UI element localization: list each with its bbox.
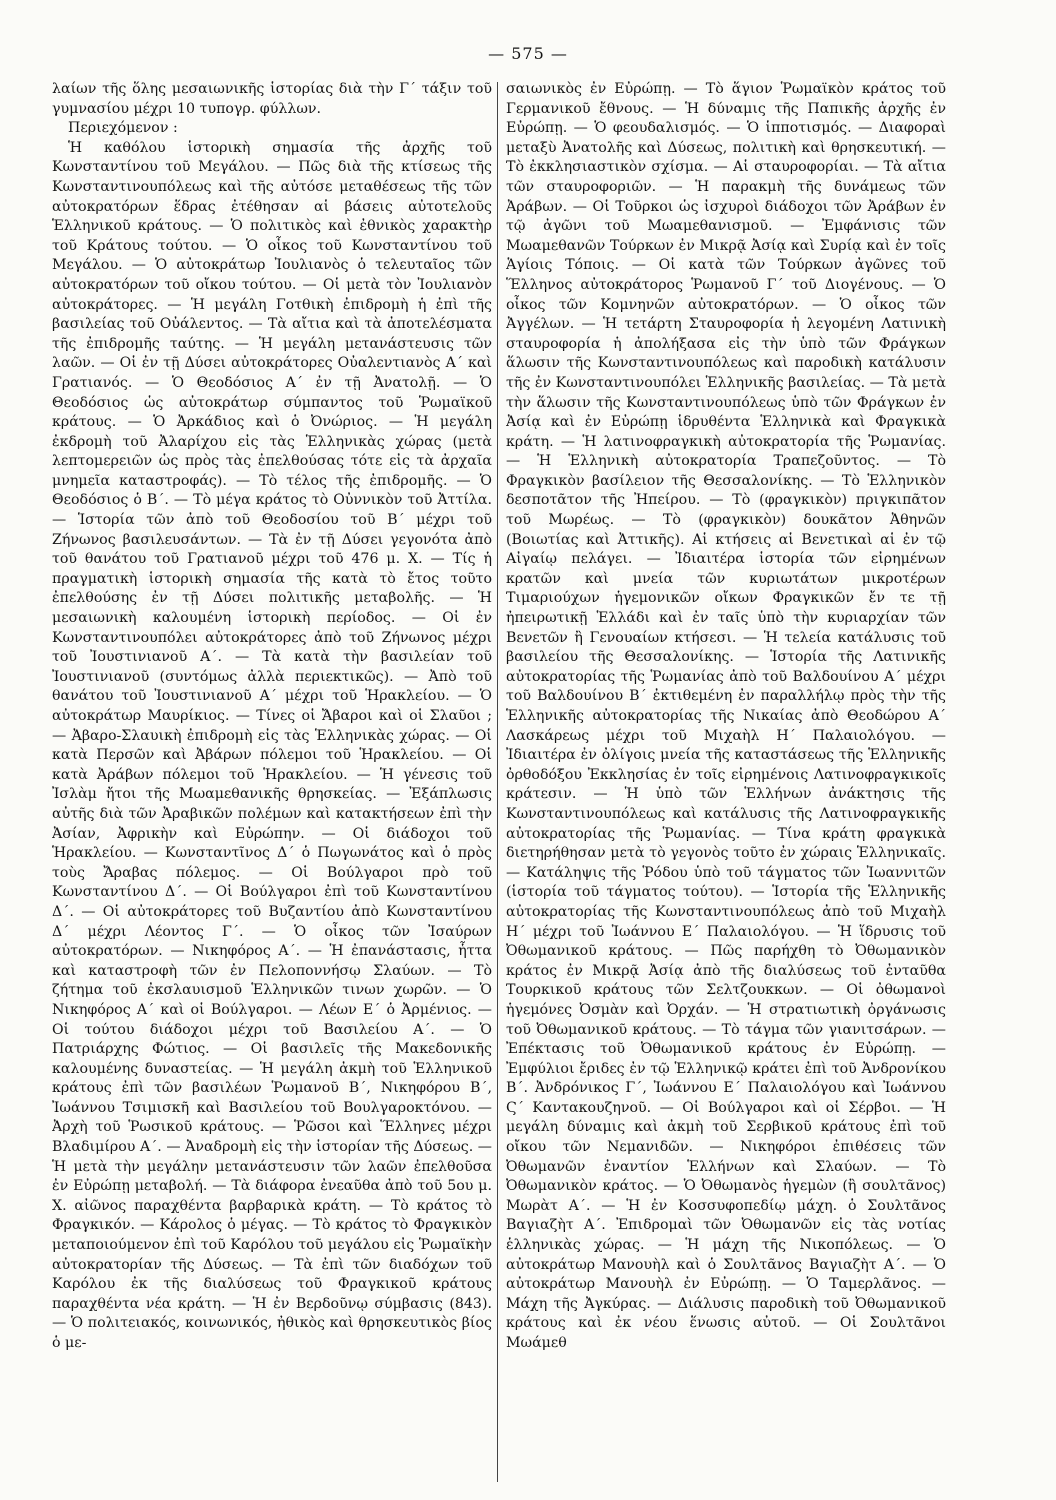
contents-body-left: Ἡ καθόλου ἱστορικὴ σημασία τῆς ἀρχῆς τοῦ Κωνσταντίνου τοῦ Μεγάλου. — Πῶς διὰ τῆς κτίσεως τῆς Κωνσταντινουπόλεως καὶ τῆς αὐτόσε μεταθέσεως τῆς τῶν αὐτοκρατόρων ἕδρας ἐτέθησαν αἱ βάσεις αὐτοτελοῦς Ἑλληνικοῦ κράτους. — Ὁ πολιτικὸς καὶ ἐθνικὸς χαρακτὴρ τοῦ Κράτους τούτου. — Ὁ οἶκος τοῦ Κωνσταντίνου τοῦ Μεγάλου. — Ὁ αὐτοκράτωρ Ἰουλιανὸς ὁ τελευταῖος τῶν αὐτοκρατόρων τοῦ οἴκου τούτου. — Οἱ μετὰ τὸν Ἰουλιανὸν αὐτοκράτορες. — Ἡ μεγάλη Γοτθικὴ ἐπιδρομὴ ἡ ἐπὶ τῆς βασιλείας τοῦ Οὐάλεντος. — Τὰ αἴτια καὶ τὰ ἀποτελέσματα τῆς ἐπιδρομῆς ταύτης. — Ἡ μεγάλη μετανάστευσις τῶν λαῶν. — Οἱ ἐν τῇ Δύσει αὐτοκράτορες Οὐαλεντιανὸς Α΄ καὶ Γρατιανός. — Ὁ Θεοδόσιος Α΄ ἐν τῇ Ἀνατολῇ. — Ὁ Θεοδόσιος ὡς αὐτοκράτωρ σύμπαντος τοῦ Ῥωμαϊκοῦ κράτους. — Ὁ Ἀρκάδιος καὶ ὁ Ὀνώριος. — Ἡ μεγάλη ἐκδρομὴ τοῦ Ἀλαρίχου εἰς τὰς Ἑλληνικὰς χώρας (μετὰ λεπτομερειῶν ὡς πρὸς τὰς ἐπελθούσας τότε εἰς τὰ ἀρχαῖα μνημεῖα καταστροφάς). — Τὸ τέλος τῆς ἐπιδρομῆς. — Ὁ Θεοδόσιος ὁ Β΄. — Τὸ μέγα κράτος τὸ Οὐννικὸν τοῦ Ἀττίλα. — Ἱστορία τῶν ἀπὸ τοῦ Θεοδοσίου τοῦ Β΄ μέχρι τοῦ Ζήνωνος βασιλευσάντων. — Τὰ ἐν τῇ Δύσει γεγονότα ἀπὸ τοῦ θανάτου τοῦ Γρατιανοῦ μέχρι τοῦ 476 μ. Χ. — Τίς ἡ πραγματικὴ ἱστορικὴ σημασία τῆς κατὰ τὸ ἔτος τοῦτο ἐπελθούσης ἐν τῇ Δύσει πολιτικῆς μεταβολῆς. — Ἡ μεσαιωνικὴ καλουμένη ἱστορικὴ περίοδος. — Οἱ ἐν Κωνσταντινουπόλει αὐτοκράτορες ἀπὸ τοῦ Ζήνωνος μέχρι τοῦ Ἰουστινιανοῦ Α΄. — Τὰ κατὰ τὴν βασιλείαν τοῦ Ἰουστινιανοῦ (συντόμως ἀλλὰ περιεκτικῶς). — Ἀπὸ τοῦ θανάτου τοῦ Ἰουστινιανοῦ Α΄ μέχρι τοῦ Ἡρακλείου. — Ὁ αὐτοκράτωρ Μαυρίκιος. — Τίνες οἱ Ἄβαροι καὶ οἱ Σλαῦοι ; — Ἀβαρο-Σλαυικὴ ἐπιδρομὴ εἰς τὰς Ἑλληνικὰς χώρας. — Οἱ κατὰ Περσῶν καὶ Ἀβάρων πόλεμοι τοῦ Ἡρακλείου. — Οἱ κατὰ Ἀράβων πόλεμοι τοῦ Ἡρακλείου. — Ἡ γένεσις τοῦ Ἰσλὰμ ἤτοι τῆς Μωαμεθανικῆς θρησκείας. — Ἐξάπλωσις αὐτῆς διὰ τῶν Ἀραβικῶν πολέμων καὶ κατακτήσεων ἐπὶ τὴν Ἀσίαν, Ἀφρικὴν καὶ Εὐρώπην. — Οἱ διάδοχοι τοῦ Ἡρακλείου. — Κωνσταντῖνος Δ΄ ὁ Πωγωνάτος καὶ ὁ πρὸς τοὺς Ἄραβας πόλεμος. — Οἱ Βούλγαροι πρὸ τοῦ Κωνσταντίνου Δ΄. — Οἱ Βούλγαροι ἐπὶ τοῦ Κωνσταντίνου Δ΄. — Οἱ αὐτοκράτορες τοῦ Βυζαντίου ἀπὸ Κωνσταντίνου Δ΄ μέχρι Λέοντος Γ΄. — Ὁ οἶκος τῶν Ἰσαύρων αὐτοκρατόρων. — Νικηφόρος Α΄. — Ἡ ἐπανάστασις, ἧττα καὶ καταστροφὴ τῶν ἐν Πελοποννήσῳ Σλαύων. — Τὸ ζήτημα τοῦ ἐκσλαυισμοῦ Ἑλληνικῶν τινων χωρῶν. — Ὁ Νικηφόρος Α΄ καὶ οἱ Βούλγαροι. — Λέων Ε΄ ὁ Ἀρμένιος. — Οἱ τούτου διάδοχοι μέχρι τοῦ Βασιλείου Α΄. — Ὁ Πατριάρχης Φώτιος. — Οἱ βασιλεῖς τῆς Μακεδονικῆς καλουμένης δυναστείας. — Ἡ μεγάλη ἀκμὴ τοῦ Ἑλληνικοῦ κράτους ἐπὶ τῶν βασιλέων Ῥωμανοῦ Β΄, Νικηφόρου Β΄, Ἰωάννου Τσιμισκῆ καὶ Βασιλείου τοῦ Βουλγαροκτόνου. — Ἀρχὴ τοῦ Ῥωσικοῦ κράτους. — Ῥῶσοι καὶ Ἕλληνες μέχρι Βλαδιμίρου Α΄. — Ἀναδρομὴ εἰς τὴν ἱστορίαν τῆς Δύσεως. — Ἡ μετὰ τὴν μεγάλην μετανάστευσιν τῶν λαῶν ἐπελθοῦσα ἐν Εὐρώπῃ μεταβολή. — Τὰ διάφορα ἐνεαῦθα ἀπὸ τοῦ 5ου μ. Χ. αἰῶνος παραχθέντα βαρβαρικὰ κράτη. — Τὸ κράτος τὸ Φραγκικόν. — Κάρολος ὁ μέγας. — Τὸ κράτος τὸ Φραγκικὸν μεταποιούμενον ἐπὶ τοῦ Καρόλου τοῦ μεγάλου εἰς Ῥωμαϊκὴν αὐτοκρατορίαν τῆς Δύσεως. — Τὰ ἐπὶ τῶν διαδόχων τοῦ Καρόλου ἐκ τῆς διαλύσεως τοῦ Φραγκικοῦ κράτους παραχθέντα νέα κράτη. — Ἡ ἐν Βερδοῦνῳ σύμβασις (843). — Ὁ πολιτειακός, κοινωνικός, ἠθικὸς καὶ θρησκευτικὸς βίος ὁ με-	[52, 139, 492, 1351]
right-column	[506, 80, 946, 1480]
intro-paragraph: λαίων τῆς ὅλης μεσαιωνικῆς ἱστορίας διὰ τὴν Γ΄ τάξιν τοῦ γυμνασίου μέχρι 10 τυπογρ. φύλλων.	[52, 81, 492, 117]
contents-heading: Περιεχόμενον :	[68, 120, 178, 137]
column-divider	[497, 82, 498, 1482]
contents-body-right: σαιωνικὸς ἐν Εὐρώπῃ. — Τὸ ἅγιον Ῥωμαϊκὸν κράτος τοῦ Γερμανικοῦ ἔθνους. — Ἡ δύναμις τῆς Παπικῆς ἀρχῆς ἐν Εὐρώπῃ. — Ὁ φεουδαλισμός. — Ὁ ἱπποτισμός. — Διαφοραὶ μεταξὺ Ἀνατολῆς καὶ Δύσεως, πολιτικὴ καὶ θρησκευτική. — Τὸ ἐκκλησιαστικὸν σχίσμα. — Αἱ σταυροφορίαι. — Τὰ αἴτια τῶν σταυροφοριῶν. — Ἡ παρακμὴ τῆς δυνάμεως τῶν Ἀράβων. — Οἱ Τοῦρκοι ὡς ἰσχυροὶ διάδοχοι τῶν Ἀράβων ἐν τῷ ἀγῶνι τοῦ Μωαμεθανισμοῦ. — Ἐμφάνισις τῶν Μωαμεθανῶν Τούρκων ἐν Μικρᾷ Ἀσίᾳ καὶ Συρίᾳ καὶ ἐν τοῖς Ἁγίοις Τόποις. — Οἱ κατὰ τῶν Τούρκων ἀγῶνες τοῦ Ἕλληνος αὐτοκράτορος Ῥωμανοῦ Γ΄ τοῦ Διογένους. — Ὁ οἶκος τῶν Κομνηνῶν αὐτοκρατόρων. — Ὁ οἶκος τῶν Ἀγγέλων. — Ἡ τετάρτη Σταυροφορία ἡ λεγομένη Λατινικὴ σταυροφορία ἡ ἀπολήξασα εἰς τὴν ὑπὸ τῶν Φράγκων ἅλωσιν τῆς Κωνσταντινουπόλεως καὶ παροδικὴ κατάλυσιν τῆς ἐν Κωνσταντινουπόλει Ἑλληνικῆς βασιλείας. — Τὰ μετὰ τὴν ἅλωσιν τῆς Κωνσταντινουπόλεως ὑπὸ τῶν Φράγκων ἐν Ἀσίᾳ καὶ ἐν Εὐρώπῃ ἱδρυθέντα Ἑλληνικὰ καὶ Φραγκικὰ κράτη. — Ἡ λατινοφραγκικὴ αὐτοκρατορία τῆς Ῥωμανίας. — Ἡ Ἑλληνικὴ αὐτοκρατορία Τραπεζοῦντος. — Τὸ Φραγκικὸν βασίλειον τῆς Θεσσαλονίκης. — Τὸ Ἑλληνικὸν δεσποτᾶτον τῆς Ἠπείρου. — Τὸ (φραγκικὸν) πριγκιπᾶτον τοῦ Μωρέως. — Τὸ (φραγκικὸν) δουκᾶτον Ἀθηνῶν (Βοιωτίας καὶ Ἀττικῆς). Αἱ κτήσεις αἱ Βενετικαὶ αἱ ἐν τῷ Αἰγαίῳ πελάγει. — Ἰδιαιτέρα ἱστορία τῶν εἰρημένων κρατῶν καὶ μνεία τῶν κυριωτάτων μικροτέρων Τιμαριούχων ἡγεμονικῶν οἴκων Φραγκικῶν ἔν τε τῇ ἠπειρωτικῇ Ἑλλάδι καὶ ἐν ταῖς ὑπὸ τὴν κυριαρχίαν τῶν Βενετῶν ἢ Γενουαίων κτήσεσι. — Ἡ τελεία κατάλυσις τοῦ βασιλείου τῆς Θεσσαλονίκης. — Ἱστορία τῆς Λατινικῆς αὐτοκρατορίας τῆς Ῥωμανίας ἀπὸ τοῦ Βαλδουίνου Α΄ μέχρι τοῦ Βαλδουίνου Β΄ ἐκτιθεμένη ἐν παραλλήλῳ πρὸς τὴν τῆς Ἑλληνικῆς αὐτοκρατορίας τῆς Νικαίας ἀπὸ Θεοδώρου Α΄ Λασκάρεως μέχρι τοῦ Μιχαὴλ Η΄ Παλαιολόγου. — Ἰδιαιτέρα ἐν ὀλίγοις μνεία τῆς καταστάσεως τῆς Ἑλληνικῆς ὀρθοδόξου Ἐκκλησίας ἐν τοῖς εἰρημένοις Λατινοφραγκικοῖς κράτεσιν. — Ἡ ὑπὸ τῶν Ἑλλήνων ἀνάκτησις τῆς Κωνσταντινουπόλεως καὶ κατάλυσις τῆς Λατινοφραγκικῆς αὐτοκρατορίας τῆς Ῥωμανίας. — Τίνα κράτη φραγκικὰ διετηρήθησαν μετὰ τὸ γεγονὸς τοῦτο ἐν χώραις Ἑλληνικαῖς. — Κατάληψις τῆς Ῥόδου ὑπὸ τοῦ τάγματος τῶν Ἰωαννιτῶν (ἱστορία τοῦ τάγματος τούτου). — Ἱστορία τῆς Ἑλληνικῆς αὐτοκρατορίας τῆς Κωνσταντινουπόλεως ἀπὸ τοῦ Μιχαὴλ Η΄ μέχρι τοῦ Ἰωάννου Ε΄ Παλαιολόγου. — Ἡ ἵδρυσις τοῦ Ὀθωμανικοῦ κράτους. — Πῶς παρήχθη τὸ Ὀθωμανικὸν κράτος ἐν Μικρᾷ Ἀσίᾳ ἀπὸ τῆς διαλύσεως τοῦ ἐνταῦθα Τουρκικοῦ κράτους τῶν Σελτζουκκων. — Οἱ ὀθωμανοὶ ἡγεμόνες Ὀσμὰν καὶ Ὀρχάν. — Ἡ στρατιωτικὴ ὀργάνωσις τοῦ Ὀθωμανικοῦ κράτους. — Τὸ τάγμα τῶν γιανιτσάρων. — Ἐπέκτασις τοῦ Ὀθωμανικοῦ κράτους ἐν Εὐρώπῃ. — Ἐμφύλιοι ἔριδες ἐν τῷ Ἑλληνικῷ κράτει ἐπὶ τοῦ Ἀνδρονίκου Β΄. Ἀνδρόνικος Γ΄, Ἰωάννου Ε΄ Παλαιολόγου καὶ Ἰωάννου Ϛ΄ Καντακουζηνοῦ. — Οἱ Βούλγαροι καὶ οἱ Σέρβοι. — Ἡ μεγάλη δύναμις καὶ ἀκμὴ τοῦ Σερβικοῦ κράτους ἐπὶ τοῦ οἴκου τῶν Νεμανιδῶν. — Νικηφόροι ἐπιθέσεις τῶν Ὀθωμανῶν ἐναντίον Ἑλλήνων καὶ Σλαύων. — Τὸ Ὀθωμανικὸν κράτος. — Ὁ Ὀθωμανὸς ἡγεμὼν (ἢ σουλτᾶνος) Μωρὰτ Α΄. — Ἡ ἐν Κοσσυφοπεδίῳ μάχη. ὁ Σουλτᾶνος Βαγιαζὴτ Α΄. Ἐπιδρομαὶ τῶν Ὀθωμανῶν εἰς τὰς νοτίας ἑλληνικὰς χώρας. — Ἡ μάχη τῆς Νικοπόλεως. — Ὁ αὐτοκράτωρ Μανουὴλ καὶ ὁ Σουλτᾶνος Βαγιαζὴτ Α΄. — Ὁ αὐτοκράτωρ Μανουὴλ ἐν Εὐρώπῃ. — Ὁ Ταμερλᾶνος. — Μάχη τῆς Ἀγκύρας. — Διάλυσις παροδικὴ τοῦ Ὀθωμανικοῦ κράτους καὶ ἐκ νέου ἕνωσις αὐτοῦ. — Οἱ Σουλτᾶνοι Μωάμεθ	[506, 81, 946, 1351]
page-number: — 575 —	[488, 44, 568, 63]
left-column	[52, 80, 492, 1480]
